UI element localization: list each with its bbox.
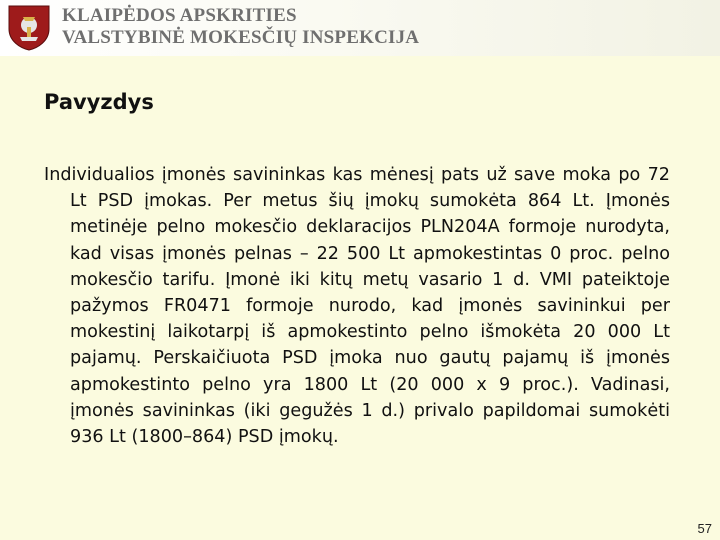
organization-line-1: KLAIPĖDOS APSKRITIES xyxy=(62,5,297,26)
organization-line-2: VALSTYBINĖ MOKESČIŲ INSPEKCIJA xyxy=(62,27,420,48)
example-paragraph: Individualios įmonės savininkas kas mėnesį pats už save moka po 72 Lt PSD įmokas. Per metus šių įmokų sumokėta 864 Lt. Įmonės metinėje pelno mokesčio deklaracijos PLN204A formoje nurodyta, kad visas įmonės pelnas – 22 500 Lt apmokestintas 0 proc. pelno mokesčio tarifu. Įmonė iki kitų metų vasario 1 d. VMI pateiktoje pažymos FR0471 formoje nurodo, kad įmonės savininkui per mokestinį laikotarpį iš apmokestinto pelno išmokėta 20 000 Lt pajamų. Perskaičiuota PSD įmoka nuo gautų pajamų iš įmonės apmokestinto pelno yra 1800 Lt (20 000 x 9 proc.). Vadinasi, įmonės savininkas (iki gegužės 1 d.) privalo papildomai sumokėti 936 Lt (1800–864) PSD įmokų. xyxy=(44,165,670,448)
slide-title: Pavyzdys xyxy=(44,90,154,114)
page-number: 57 xyxy=(697,521,712,536)
coat-of-arms-icon xyxy=(6,3,52,51)
slide-header xyxy=(0,0,720,56)
organization-name xyxy=(62,5,419,49)
